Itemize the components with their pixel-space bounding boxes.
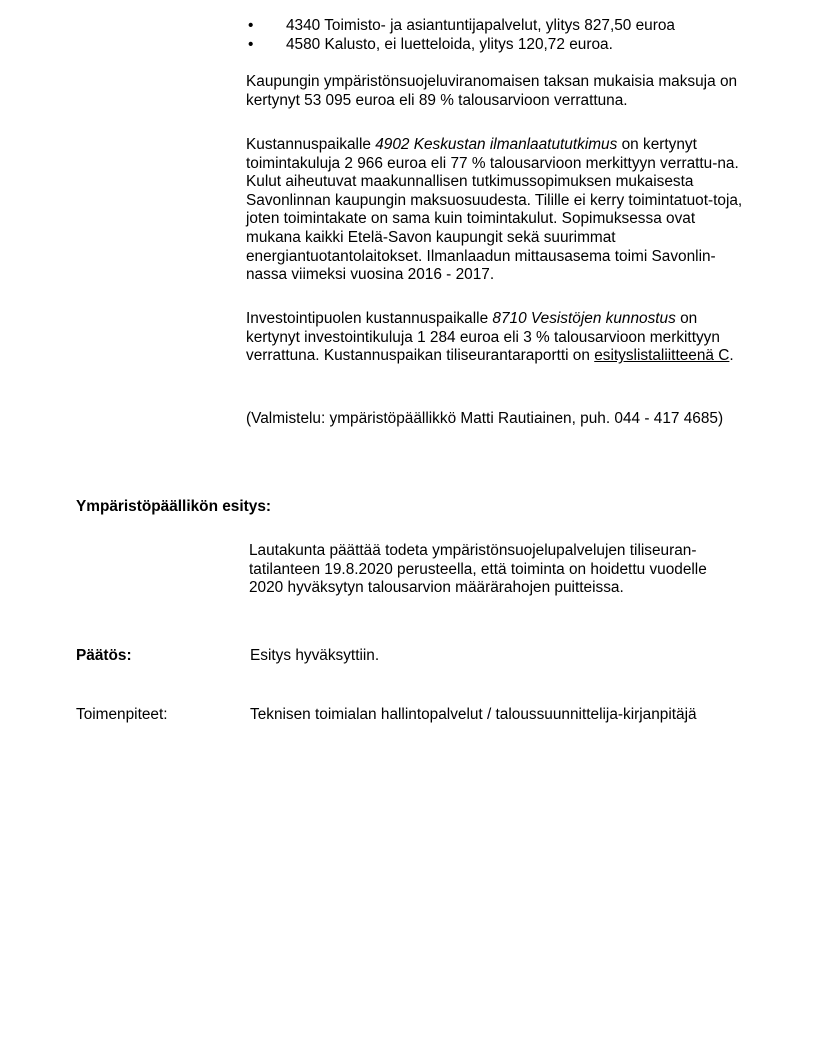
paragraph-text: Investointipuolen kustannuspaikalle [246, 310, 493, 327]
attachment-link[interactable]: esityslistaliitteenä C [594, 347, 730, 365]
list-item-text: 4580 Kalusto, ei luetteloida, ylitys 120,72 euroa. [286, 35, 613, 53]
bullet-icon: • [248, 17, 254, 34]
fees-paragraph: Kaupungin ympäristönsuojeluviranomaisen taksan mukaisia maksuja on kertynyt 53 095 euroa eli 89 % talousarvioon verrattuna. [246, 73, 738, 109]
decision-label: Päätös: [76, 647, 132, 664]
actions-text: Teknisen toimialan hallintopalvelut / taloussuunnittelija-kirjanpitäjä [250, 706, 697, 723]
list-item [246, 17, 746, 36]
actions-label: Toimenpiteet: [76, 706, 168, 723]
investment-paragraph [246, 310, 746, 366]
proposal-label: Ympäristöpäällikön esitys: [76, 498, 272, 515]
decision-text: Esitys hyväksyttiin. [250, 647, 380, 664]
paragraph-text: on kertynyt toimintakuluja 2 966 euroa eli 77 % talousarvioon merkittyyn verrattu-na. Kulut aiheutuvat maakunnallisen tutkimussopimuksen mukaisesta Savonlinnan kaupungin maksuosuudesta. Tilille ei kerry toimintatuot-toja, joten toimintakate on sama kuin toimintakulut. Sopimuksessa ovat mukana kaikki Etelä-Savon kaupungit sekä suurimmat energiantuotantolaitokset. Ilmanlaadun mittausasema toimi Savonlin-nassa viimeksi vuosina 2016 - 2017. [246, 136, 743, 284]
cost-center-name: 4902 Keskustan ilmanlaatututkimus [375, 136, 618, 153]
list-item-text: 4340 Toimisto- ja asiantuntijapalvelut, ylitys 827,50 euroa [286, 17, 675, 34]
air-quality-paragraph [246, 136, 746, 285]
paragraph-text: Kustannuspaikalle [246, 136, 376, 153]
paragraph-text: on kertynyt investointikuluja 1 284 euroa eli 3 % talousarvioon merkittyyn verrattuna. Kustannuspaikan tiliseurantaraportti on [246, 310, 720, 365]
budget-overrun-list [246, 17, 746, 54]
preparer-paragraph: (Valmistelu: ympäristöpäällikkö Matti Rautiainen, puh. 044 - 417 4685) [246, 410, 724, 427]
paragraph-text: . [729, 347, 734, 365]
list-item [246, 36, 746, 55]
proposal-text: Lautakunta päättää todeta ympäristönsuojelupalvelujen tiliseuran-tatilanteen 19.8.2020 perusteella, että toiminta on hoidettu vuodelle 2020 hyväksytyn talousarvion määrärahojen puitteissa. [249, 542, 707, 597]
cost-center-name: 8710 Vesistöjen kunnostus [492, 310, 676, 327]
bullet-icon: • [248, 35, 254, 53]
